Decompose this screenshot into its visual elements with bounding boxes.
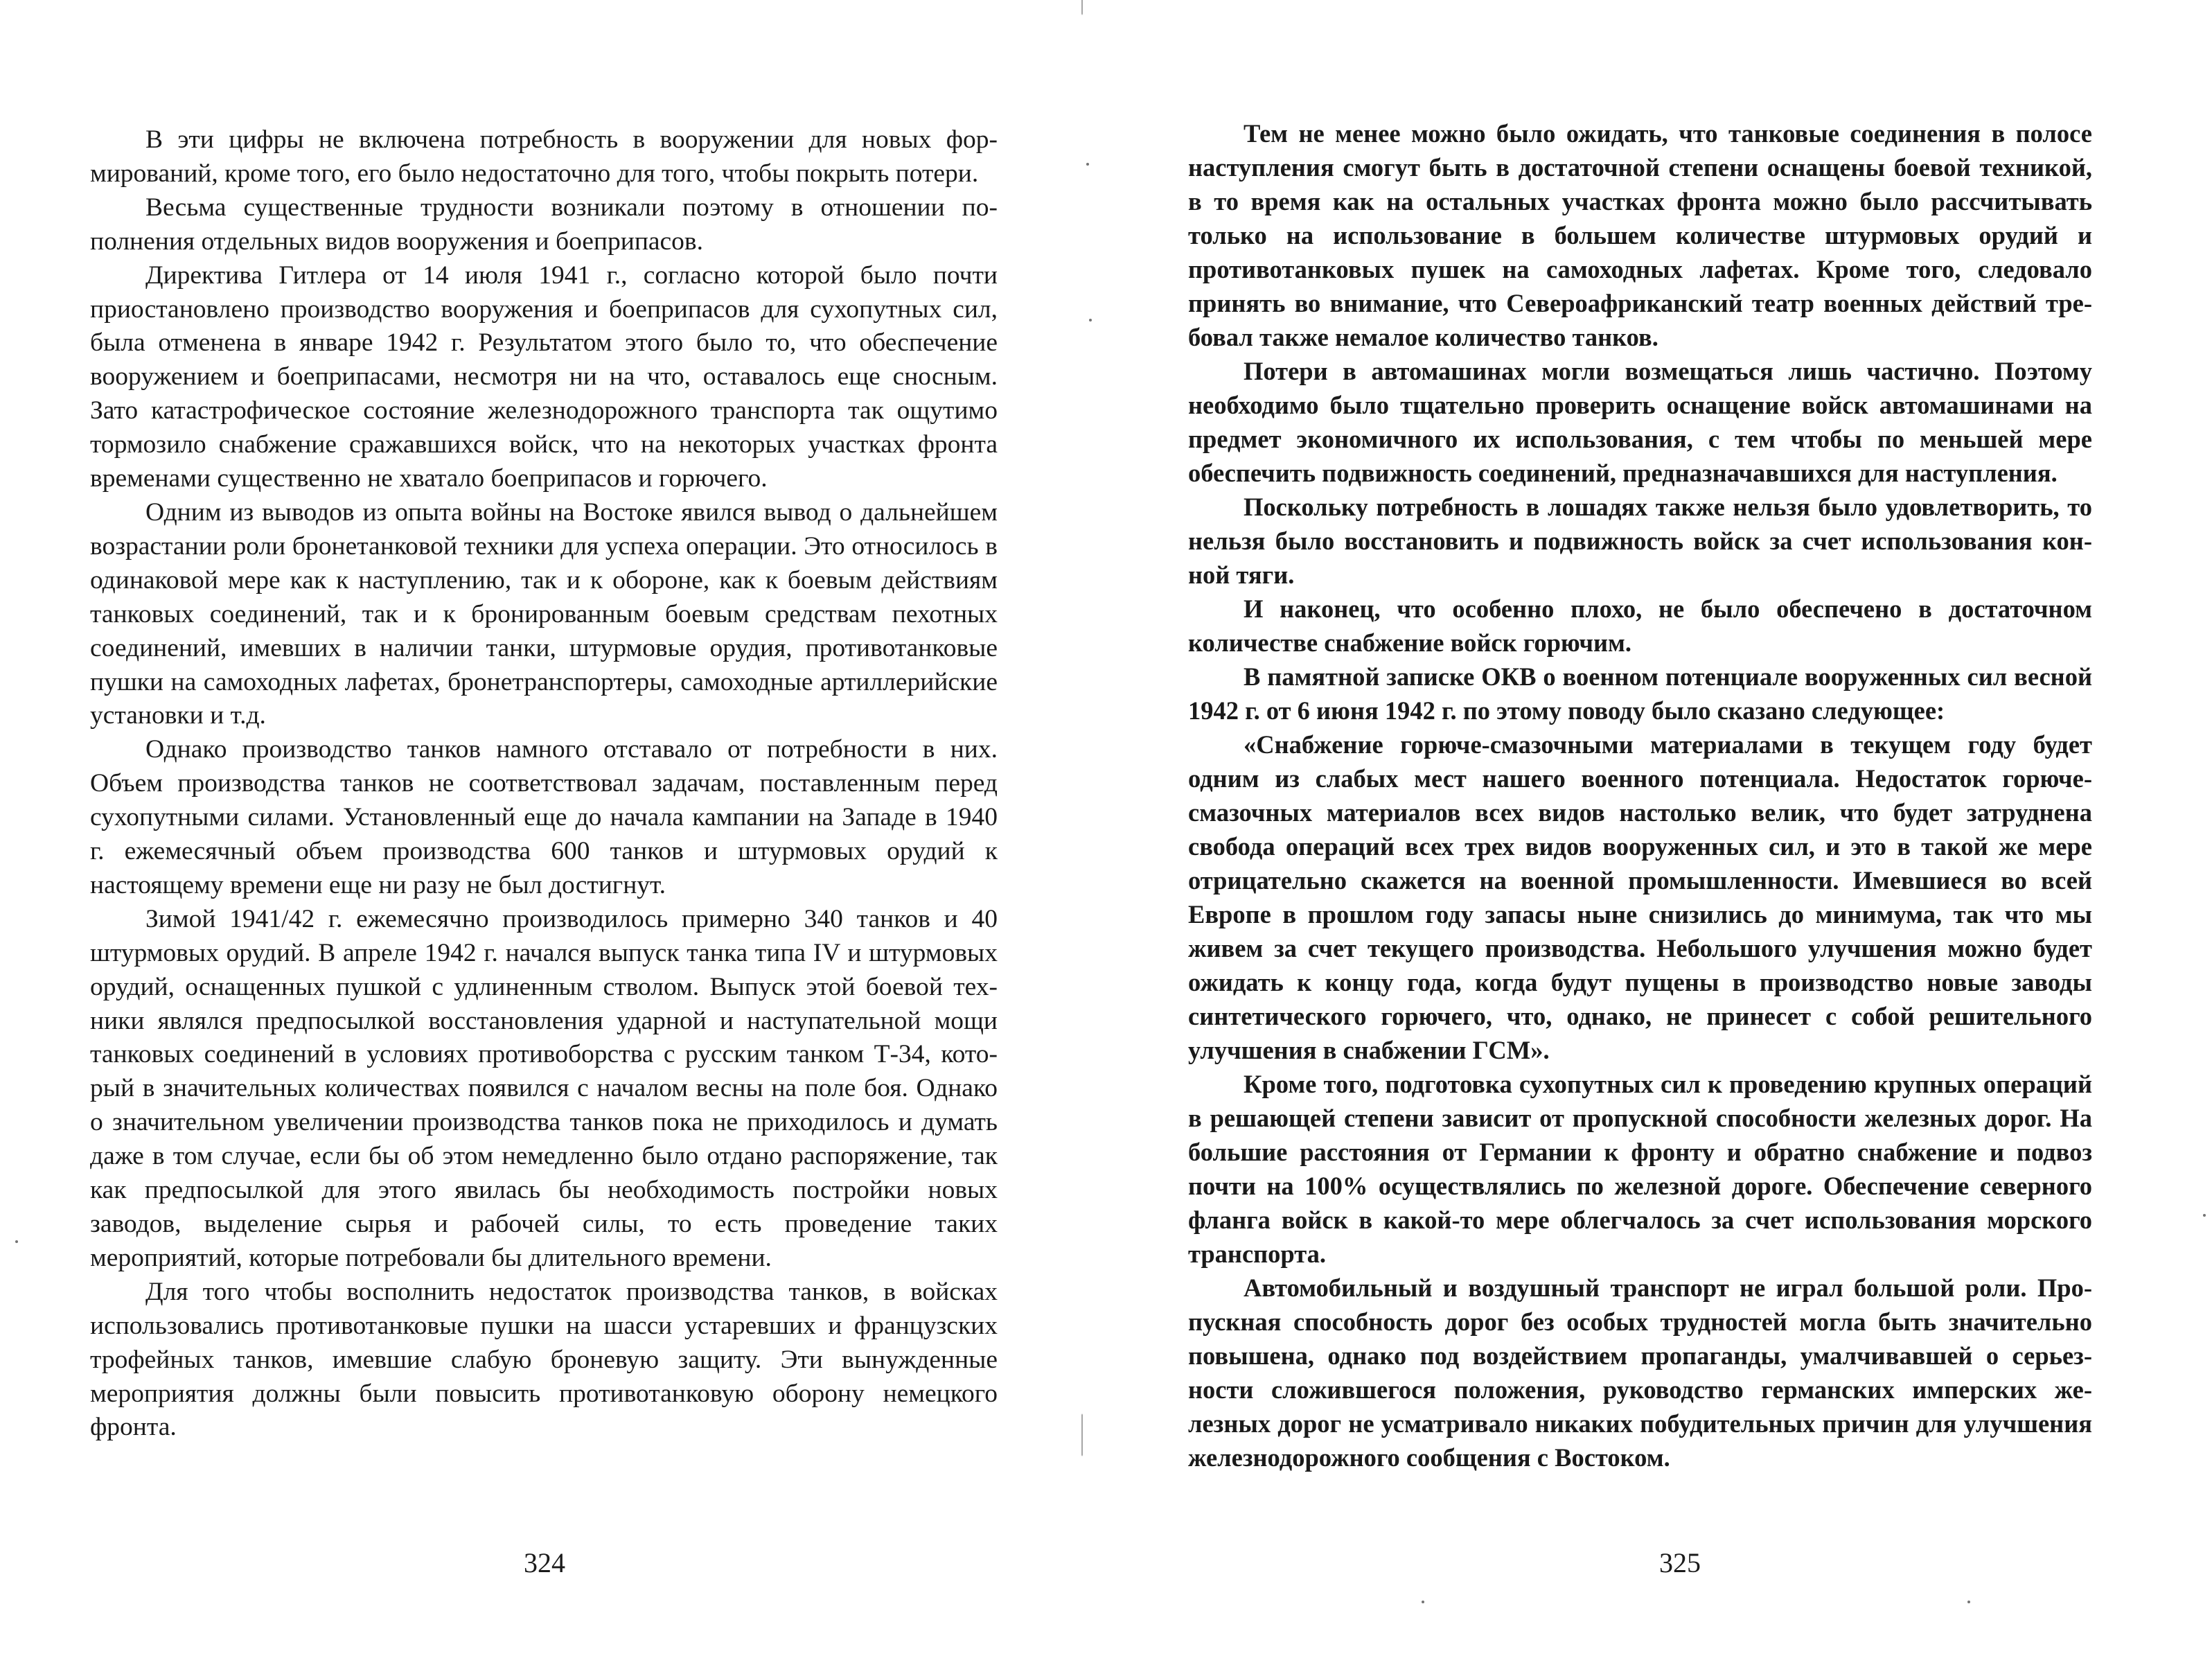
book-gutter: [1081, 0, 1083, 1674]
paragraph: Весьма существенные трудности возникали поэтому в отношении пополнения отдельных видов вооружения и боеприпасов.: [90, 193, 998, 256]
paragraph: Одним из выводов из опыта войны на Востоке явился вывод о дальнейшем возрастании роли бронетанковой техники для успеха операции. Это относилось в одинаковой мере как к наступлению, так и к обороне, как к боевым действиям танковых соединений, так и к бронированным боевым средствам пехотных соединений, имевших в наличии танки, штурмовые орудия, противотанковые пушки на самоходных лафетах, бронетранспортеры, самоходные артиллерийские установки и т.д.: [90, 497, 998, 730]
paragraph: Поскольку потребность в лошадях также нельзя было удовлетворить, то нельзя было восстановить и подвижность войск за счет использования конной тяги.: [1188, 493, 2092, 589]
paragraph: В памятной записке ОКВ о военном потенциале вооруженных сил весной 1942 г. от 6 июня 1942 г. по этому поводу было сказано следующее:: [1188, 662, 2092, 725]
paragraph: Потери в автомашинах могли возмещаться лишь частично. Поэтому необходимо было тщательно проверить оснащение войск автомашинами на предмет экономичного их использования, с тем чтобы по меньшей мере обеспечить подвижность соединений, предназначавшихся для наступления.: [1188, 357, 2092, 487]
scan-speck: [15, 1240, 18, 1243]
scan-speck: [1086, 163, 1089, 166]
paragraph: И наконец, что особенно плохо, не было обеспечено в достаточном количестве снабжение войск горючим.: [1188, 594, 2092, 657]
right-page-text: [1188, 116, 2092, 1474]
scan-speck: [1967, 1601, 1970, 1603]
paragraph: Кроме того, подготовка сухопутных сил к проведению крупных операций в решающей степени зависит от пропускной способности железных дорог. На большие расстояния от Германии к фронту и обратно снабжение и подвоз почти на 100% осуществлялись по железной дороге. Обеспечение северного фланга войск в какой-то мере облегчалось за счет использования морского транспорта.: [1188, 1070, 2092, 1268]
scan-speck: [2203, 1214, 2206, 1217]
paragraph: Однако производство танков намного отставало от потребности в них. Объем производства танков не соответствовал задачам, поставленным перед сухопутными силами. Установленный еще до начала кампании на Западе в 1940 г. ежемесячный объем производства 600 танков и штурмовых орудий к настоящему времени еще ни разу не был достигнут.: [90, 735, 998, 899]
scan-speck: [1422, 1601, 1424, 1603]
page-number: 325: [1659, 1547, 1701, 1578]
left-page-text: [90, 123, 998, 1445]
scan-speck: [1089, 319, 1092, 321]
paragraph: Для того чтобы восполнить недостаток производства танков, в войсках использовались противотанковые пушки на шасси устаревших и французских трофейных танков, имевшие слабую броневую защиту. Эти вынужденные мероприятия должны были повысить противотанковую оборону немецкого фронта.: [90, 1277, 998, 1442]
paragraph: Автомобильный и воздушный транспорт не играл большой роли. Пропускная способность дорог без особых трудностей могла быть значительно повышена, однако под воздействием пропаганды, умалчивавшей о серьезности сложившегося положения, руководство германских имперских железных дорог не усматривало никаких побудительных причин для улучшения железнодорожного сообщения с Востоком.: [1188, 1274, 2092, 1472]
right-page: [1091, 0, 2212, 1674]
paragraph: «Снабжение горюче-смазочными материалами в текущем году будет одним из слабых мест нашего военного потенциала. Недостаток горюче-смазочных материалов всех видов настолько велик, что будет затруднена свобода операций всех трех видов вооруженных сил, и это в такой же мере отрицательно скажется на военной промышленности. Имевшиеся во всей Европе в прошлом году запасы ныне снизились до минимума, так что мы живем за счет текущего производства. Небольшого улучшения можно будет ожидать к концу года, когда будут пущены в производство новые заводы синтетического горючего, что, однако, не принесет с собой решительного улучшения в снабжении ГСМ».: [1188, 730, 2092, 1064]
page-number: 324: [524, 1547, 565, 1578]
left-page: [0, 0, 1091, 1674]
paragraph: Зимой 1941/42 г. ежемесячно производилось примерно 340 танков и 40 штурмовых орудий. В апреле 1942 г. начался выпуск танка типа IV и штурмовых орудий, оснащенных пушкой с удлиненным стволом. Выпуск этой боевой техники являлся предпосылкой восстановления ударной и наступательной мощи танковых соединений в условиях противоборства с русским танком Т-34, который в значительных количествах появился с началом весны на поле боя. Однако о значительном увеличении производства танков пока не приходилось и думать даже в том случае, если бы об этом немедленно было отдано распоряжение, так как предпосылкой для этого явилась бы необходимость постройки новых заводов, выделение сырья и рабочей силы, то есть проведение таких мероприятий, которые потребовали бы длительного времени.: [90, 904, 998, 1272]
paragraph: Тем не менее можно было ожидать, что танковые соединения в полосе наступления смогут быть в достаточной степени оснащены боевой техникой, в то время как на остальных участках фронта можно было рассчитывать только на использование в большем количестве штурмовых орудий и противотанковых пушек на самоходных лафетах. Кроме того, следовало принять во внимание, что Североафриканский театр военных действий требовал также немалое количество танков.: [1188, 119, 2092, 351]
paragraph: В эти цифры не включена потребность в вооружении для новых формирований, кроме того, его было недостаточно для того, чтобы покрыть потери.: [90, 125, 998, 188]
paragraph: Директива Гитлера от 14 июля 1941 г., согласно которой было почти приостановлено производство вооружения и боеприпасов для сухопутных сил, была отменена в январе 1942 г. Результатом этого было то, что обеспечение вооружением и боеприпасами, несмотря ни на что, оставалось еще сносным. Зато катастрофическое состояние железнодорожного транспорта так ощутимо тормозило снабжение сражавшихся войск, что на некоторых участках фронта временами существенно не хватало боеприпасов и горючего.: [90, 261, 998, 493]
